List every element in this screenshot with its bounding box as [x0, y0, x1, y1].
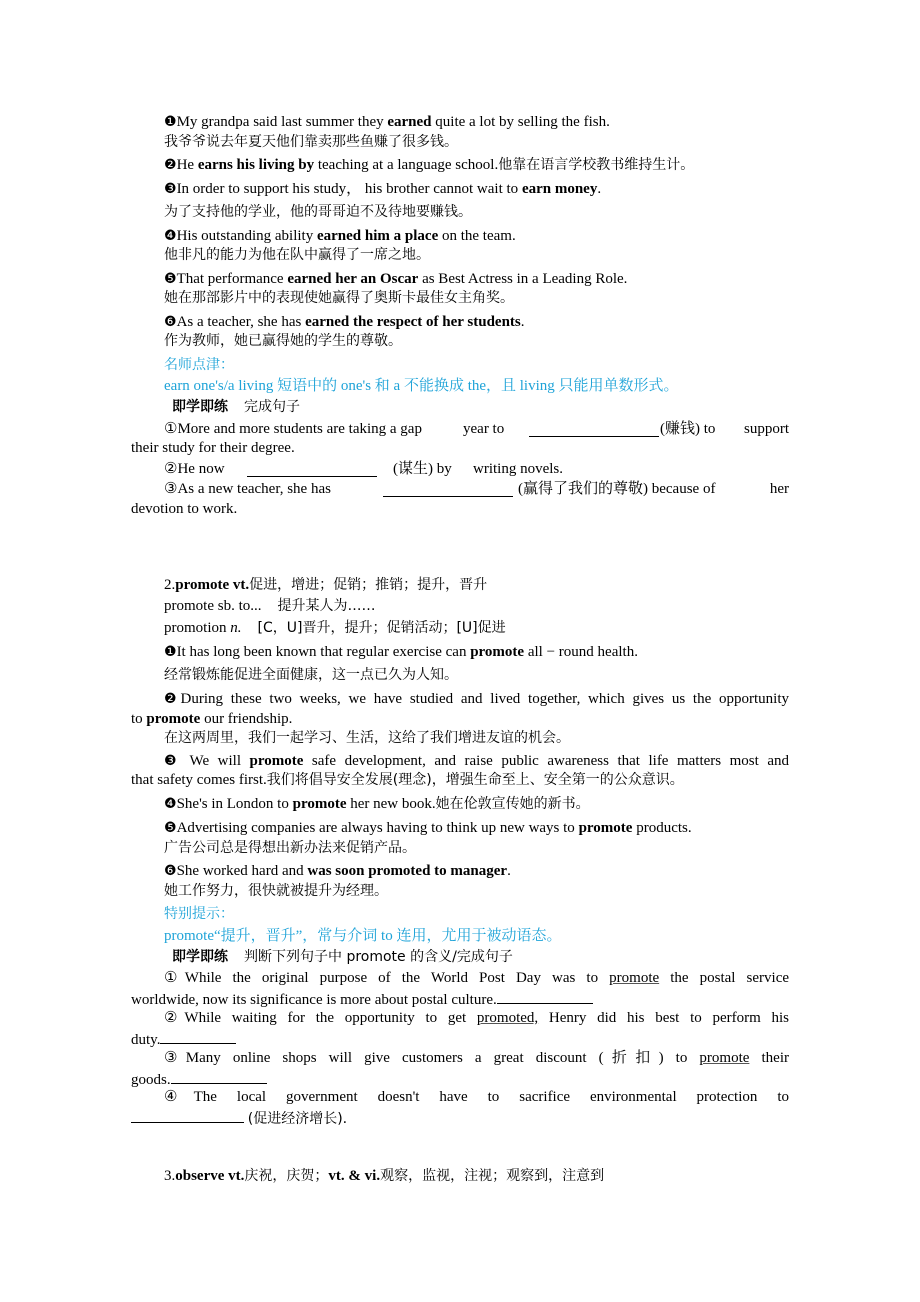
answer-blank-1[interactable] [497, 989, 593, 1004]
promote-example-3-line2: that safety comes first.我们将倡导安全发展(理念)，增强生命至上、安全第一的公众意识。 [131, 772, 684, 788]
tip-text-2: promote“提升，晋升”，常与介词 to 连用，尤用于被动语态。 [164, 928, 562, 944]
answer-blank-3[interactable] [171, 1069, 267, 1084]
promote-example-5-en: ❺Advertising companies are always having to think up new ways to promote products. [164, 820, 692, 836]
circled-number-6: ❻ [164, 863, 177, 879]
underlined-word: promote [699, 1050, 750, 1066]
promote-example-6-en: ❻She worked hard and was soon promoted to manager. [164, 863, 511, 879]
example-4-en: ❹His outstanding ability earned him a place on the team. [164, 228, 516, 244]
promote-example-3-line1: ❸ We will promote safe development, and raise public awareness that life matters most and [164, 753, 789, 769]
judge-1-line2: worldwide, now its significance is more about postal culture. [131, 989, 593, 1010]
circled-number-4: ❹ [164, 228, 177, 244]
judge-2-line2: duty. [131, 1029, 236, 1050]
promote-example-6-zh: 她工作努力，很快就被提升为经理。 [164, 883, 388, 899]
underlined-word: promote [609, 970, 660, 986]
judge-3-line2: goods. [131, 1069, 267, 1090]
blank-3[interactable] [383, 482, 513, 497]
example-3-en: ❸In order to support his study， his brother cannot wait to earn money. [164, 181, 602, 197]
promote-example-1-zh: 经常锻炼能促进全面健康，这一点已久为人知。 [164, 667, 458, 683]
circled-number-2: ❷ [164, 157, 177, 173]
circled-number-6: ❻ [164, 314, 177, 330]
circled-number-5: ❺ [164, 271, 177, 287]
example-6-zh: 作为教师，她已赢得她的学生的尊敬。 [164, 333, 402, 349]
tip-text: earn one's/a living 短语中的 one's 和 a 不能换成 the，且 living 只能用单数形式。 [164, 378, 679, 394]
practice-label: 即学即练 [172, 949, 228, 965]
practice-3-line1: ③As a new teacher, she has (赢得了我们的尊敬) because of her [164, 481, 789, 497]
practice-header [172, 398, 300, 417]
practice-2: ②He now (谋生) by writing novels. [164, 461, 563, 477]
promote-example-2-zh: 在这两周里，我们一起学习、生活，这给了我们增进友谊的机会。 [164, 730, 570, 746]
practice-1-line2: their study for their degree. [131, 440, 295, 456]
judge-4-line2: (促进经济增长). [131, 1108, 347, 1129]
example-6-en: ❻As a teacher, she has earned the respect of her students. [164, 314, 525, 330]
promote-example-4: ❹She's in London to promote her new book.她在伦敦宣传她的新书。 [164, 796, 590, 812]
circled-number-2: ❷ [164, 691, 181, 707]
answer-blank-4[interactable] [131, 1108, 244, 1123]
judge-1-line1: ①While the original purpose of the World Post Day was to promote the postal service [164, 970, 790, 986]
practice-3-line2: devotion to work. [131, 501, 238, 517]
practice-task: 判断下列句子中 promote 的含义/完成句子 [244, 949, 513, 965]
underlined-word: promoted, [476, 1010, 539, 1026]
circled-number-1: ❶ [164, 644, 177, 660]
example-1-zh: 我爷爷说去年夏天他们靠卖那些鱼赚了很多钱。 [164, 134, 458, 150]
practice-task: 完成句子 [244, 399, 300, 415]
judge-4-line1: ④The local government doesn't have to sacrifice environmental protection to [164, 1089, 789, 1105]
tip-title-2: 特别提示： [164, 906, 234, 922]
promote-example-5-zh: 广告公司总是得想出新办法来促销产品。 [164, 840, 416, 856]
phrase-1: promote sb. to... 提升某人为…… [164, 598, 376, 614]
circled-number-3: ❸ [164, 181, 177, 197]
circled-number-4: ❹ [164, 796, 177, 812]
circled-number-3: ❸ [164, 753, 182, 769]
tip-title: 名师点津： [164, 357, 234, 373]
blank-2[interactable] [247, 462, 377, 477]
practice-1-line1: ①More and more students are taking a gap year to (赚钱) to support [164, 421, 789, 437]
practice-label: 即学即练 [172, 399, 228, 415]
section-2-heading: 2.promote vt.促进，增进；促销；推销；提升，晋升 [164, 577, 488, 593]
circled-number-1: ❶ [164, 114, 177, 130]
judge-2-line1: ②While waiting for the opportunity to get promoted, Henry did his best to perform his [164, 1010, 789, 1026]
section-3-heading: 3.observe vt.庆祝，庆贺；vt. & vi.观察，监视，注视；观察到，注意到 [164, 1168, 605, 1184]
example-3-zh: 为了支持他的学业，他的哥哥迫不及待地要赚钱。 [164, 204, 472, 220]
phrase-2: promotion n. [C，U]晋升，提升；促销活动；[U]促进 [164, 620, 506, 636]
example-1-en: ❶My grandpa said last summer they earned quite a lot by selling the fish. [164, 114, 610, 130]
practice-header-2 [172, 948, 513, 967]
example-2: ❷He earns his living by teaching at a language school.他靠在语言学校教书维持生计。 [164, 157, 695, 173]
promote-example-2-line1: ❷During these two weeks, we have studied and lived together, which gives us the opportunity [164, 691, 789, 707]
judge-3-line1: ③Many online shops will give customers a great discount (折扣) to promote their [164, 1050, 790, 1066]
example-5-en: ❺That performance earned her an Oscar as Best Actress in a Leading Role. [164, 271, 628, 287]
example-5-zh: 她在那部影片中的表现使她赢得了奥斯卡最佳女主角奖。 [164, 290, 514, 306]
circled-number-5: ❺ [164, 820, 177, 836]
example-4-zh: 他非凡的能力为他在队中赢得了一席之地。 [164, 247, 430, 263]
promote-example-2-line2: to promote our friendship. [131, 711, 293, 727]
blank-1[interactable] [529, 422, 659, 437]
answer-blank-2[interactable] [160, 1029, 236, 1044]
promote-example-1-en: ❶It has long been known that regular exercise can promote all − round health. [164, 644, 638, 660]
